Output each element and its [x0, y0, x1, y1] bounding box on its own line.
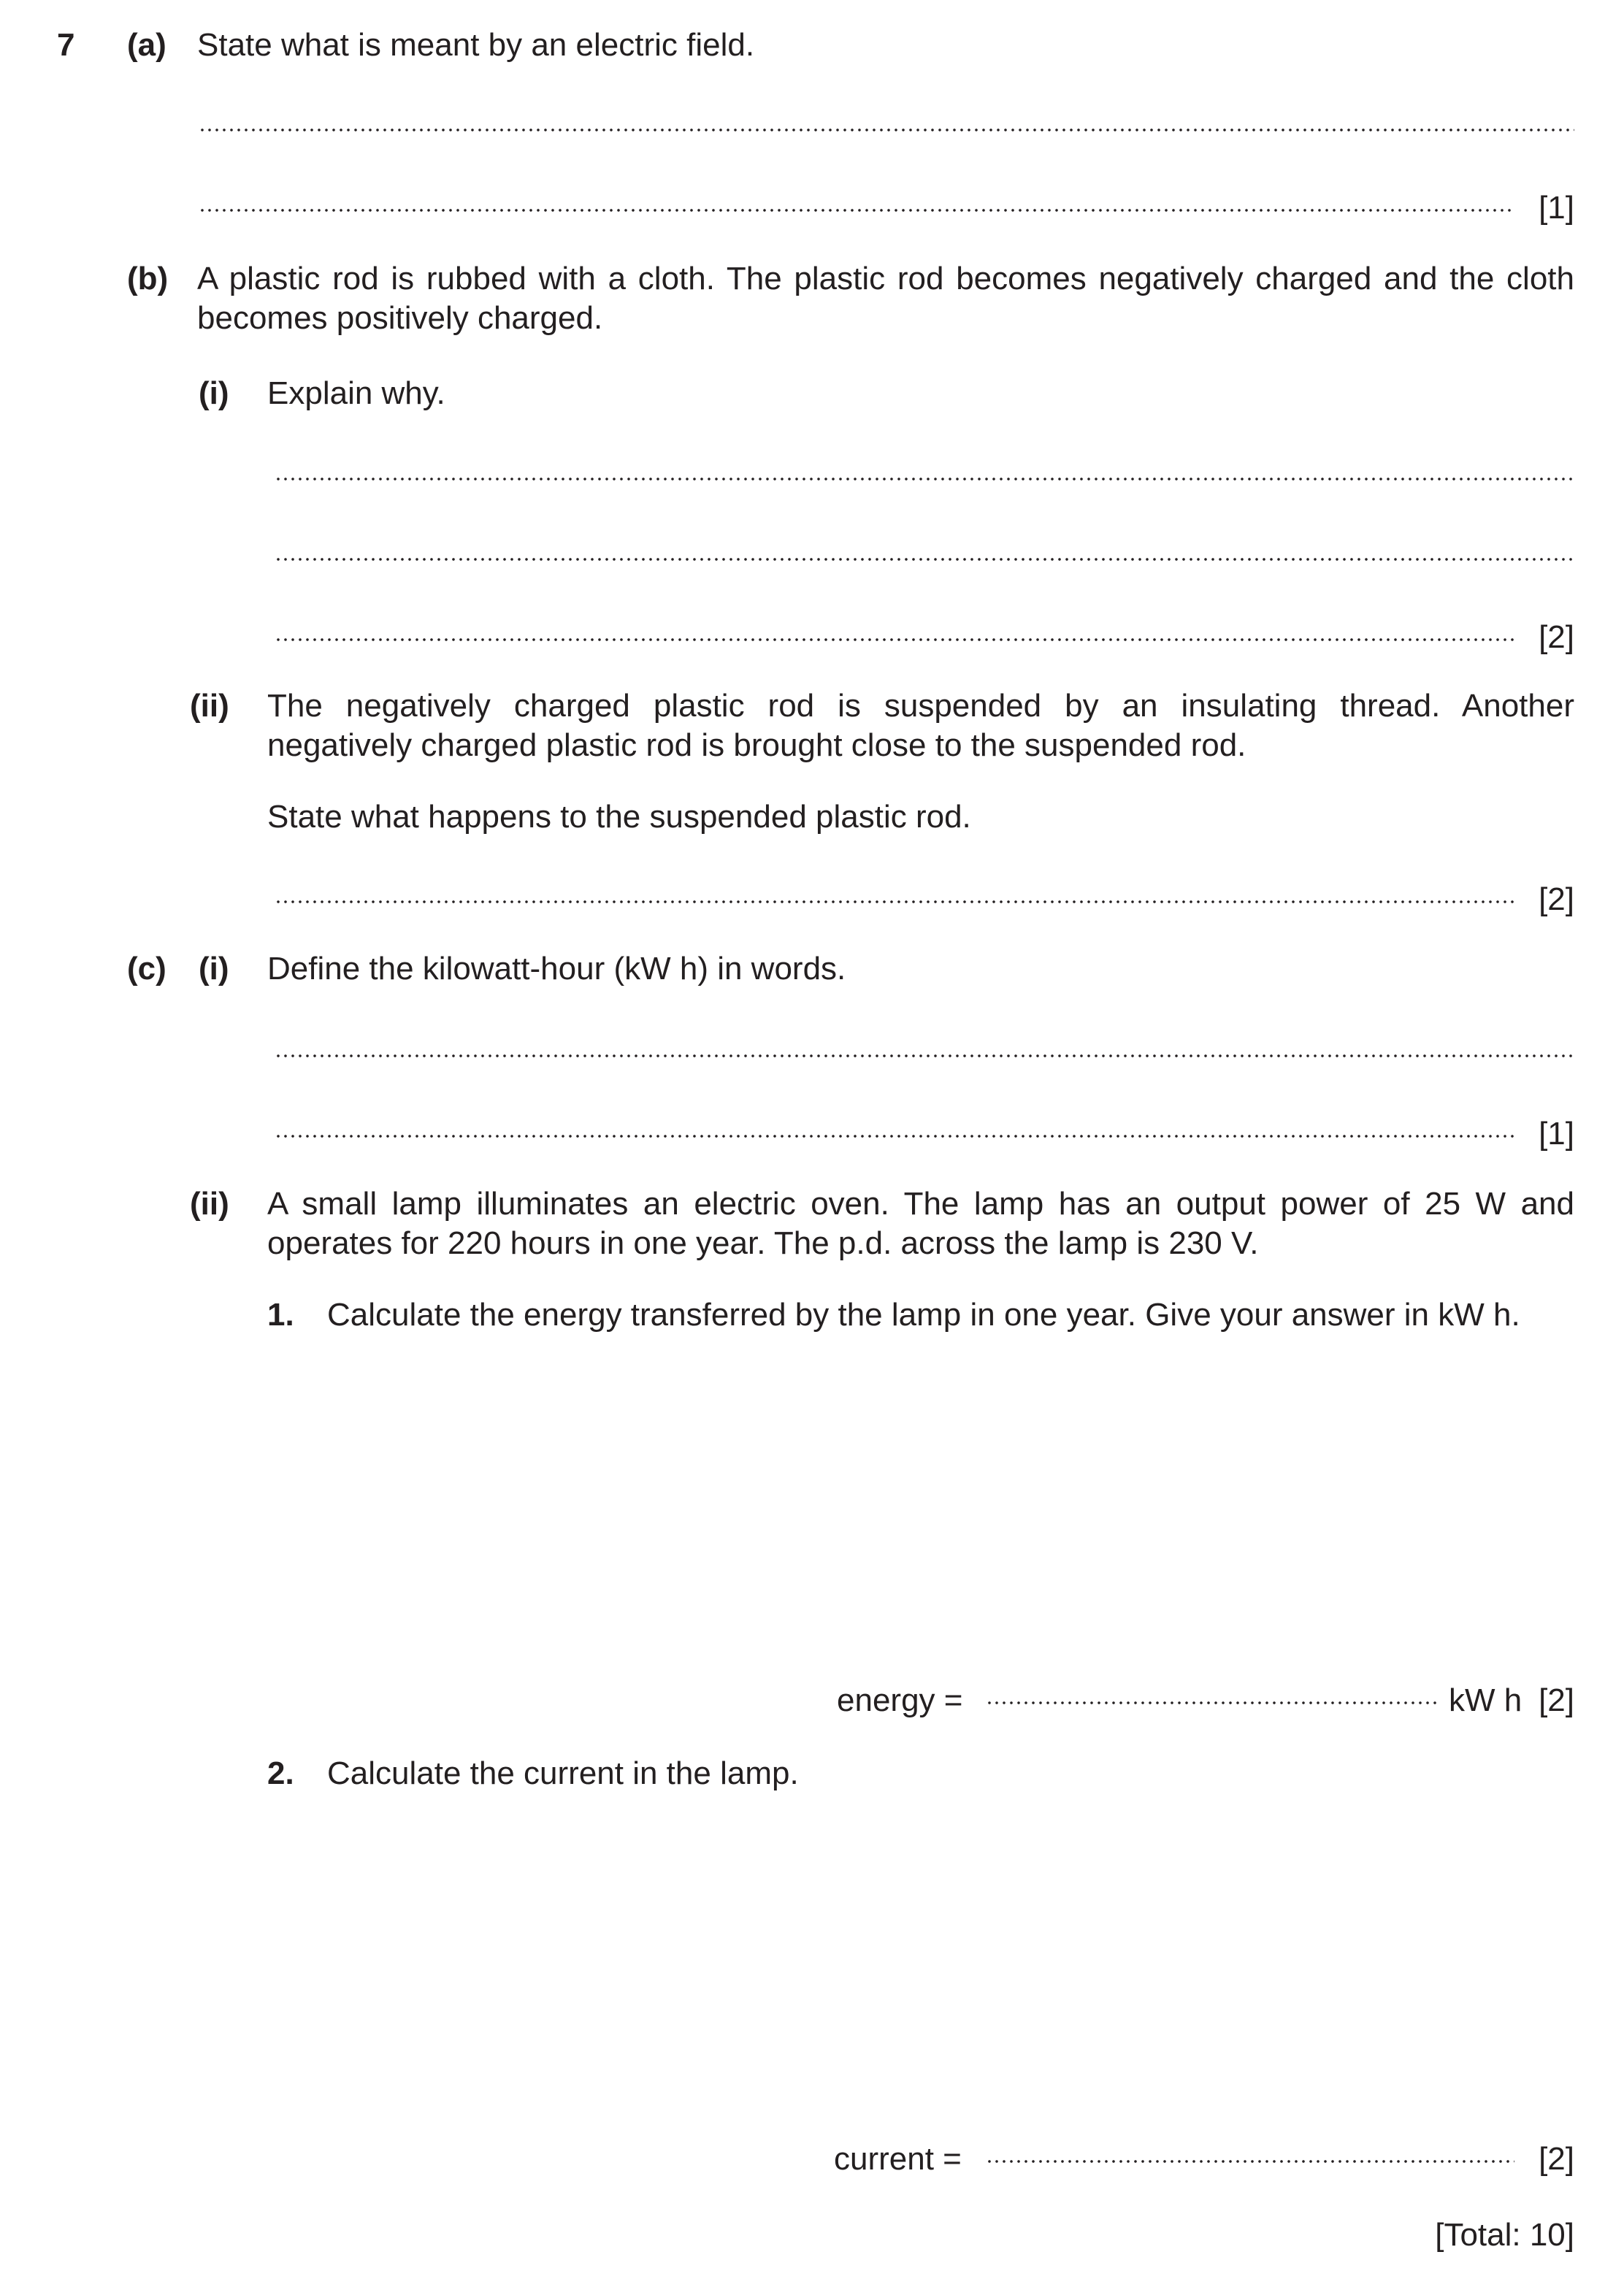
energy-unit: kW h: [1449, 1682, 1522, 1718]
energy-answer-line[interactable]: [986, 1701, 1439, 1705]
answer-line-c-i-2[interactable]: [275, 1134, 1514, 1138]
total-marks: [Total: 10]: [1435, 2217, 1574, 2253]
sub-question-2-mark: [2]: [1539, 2141, 1574, 2177]
part-a-label: (a): [127, 27, 166, 63]
part-a-text: State what is meant by an electric field.: [197, 27, 755, 63]
answer-line-b-i-2[interactable]: [275, 557, 1574, 562]
question-number: 7: [57, 27, 75, 63]
part-b-ii-label: (ii): [190, 688, 229, 724]
energy-answer-label: energy =: [837, 1682, 963, 1718]
part-b-i-mark: [2]: [1539, 619, 1574, 655]
sub-question-1-mark: [2]: [1539, 1682, 1574, 1718]
sub-question-2-text: Calculate the current in the lamp.: [327, 1755, 799, 1791]
part-b-text-line2: becomes positively charged.: [197, 300, 603, 336]
part-c-ii-text-line1: A small lamp illuminates an electric oven. The lamp has an output power of 25 W and: [267, 1186, 1574, 1222]
answer-line-a-2[interactable]: [199, 208, 1514, 212]
answer-line-a-1[interactable]: [199, 128, 1574, 132]
sub-question-1-text: Calculate the energy transferred by the lamp in one year. Give your answer in kW h.: [327, 1297, 1520, 1333]
current-answer-label: current =: [834, 2141, 962, 2177]
part-a-mark: [1]: [1539, 190, 1574, 226]
part-b-label: (b): [127, 261, 169, 296]
sub-question-1-number: 1.: [267, 1297, 294, 1333]
part-b-i-text: Explain why.: [267, 375, 445, 411]
part-c-i-text: Define the kilowatt-hour (kW h) in words.: [267, 951, 846, 987]
current-answer-line[interactable]: [986, 2159, 1514, 2164]
part-b-ii-text-line2: negatively charged plastic rod is brought close to the suspended rod.: [267, 727, 1246, 763]
sub-question-2-number: 2.: [267, 1755, 294, 1791]
answer-line-b-i-1[interactable]: [275, 477, 1574, 481]
answer-line-b-ii[interactable]: [275, 900, 1514, 904]
answer-line-b-i-3[interactable]: [275, 637, 1514, 642]
part-b-ii-instruction: State what happens to the suspended plastic rod.: [267, 799, 971, 835]
part-c-label: (c): [127, 951, 166, 987]
part-b-text-line1: A plastic rod is rubbed with a cloth. The plastic rod becomes negatively charged and the cloth: [197, 261, 1574, 296]
part-c-i-mark: [1]: [1539, 1116, 1574, 1152]
part-c-i-label: (i): [199, 951, 229, 987]
answer-line-c-i-1[interactable]: [275, 1054, 1574, 1058]
part-b-ii-mark: [2]: [1539, 881, 1574, 917]
part-c-ii-label: (ii): [190, 1186, 229, 1222]
part-b-ii-text-line1: The negatively charged plastic rod is suspended by an insulating thread. Another: [267, 688, 1574, 724]
part-b-i-label: (i): [199, 375, 229, 411]
part-c-ii-text-line2: operates for 220 hours in one year. The p.d. across the lamp is 230 V.: [267, 1225, 1259, 1261]
